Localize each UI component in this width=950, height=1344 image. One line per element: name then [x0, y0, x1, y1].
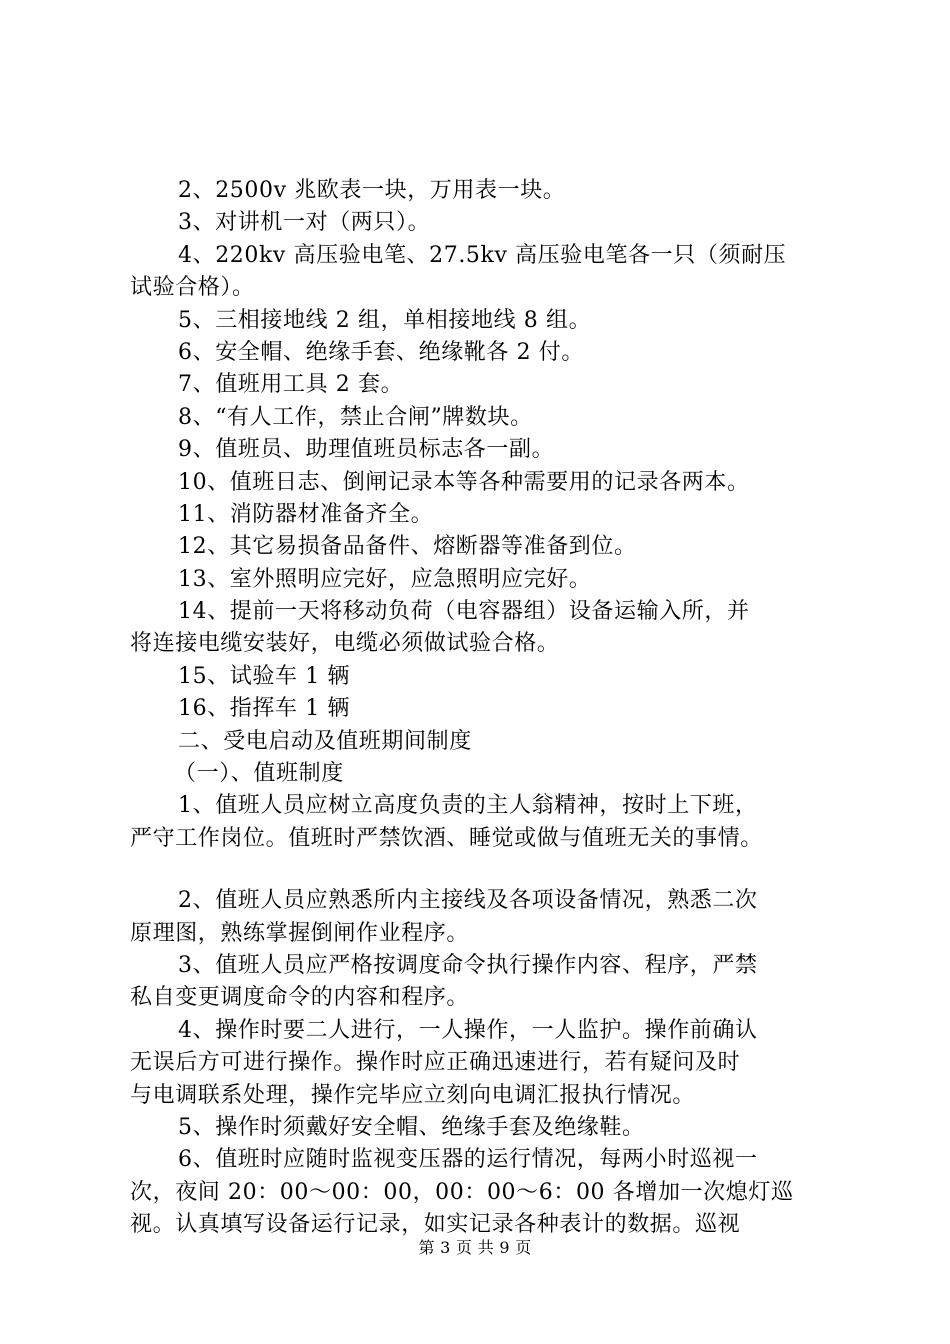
text-line: 视。认真填写设备运行记录，如实记录各种表计的数据。巡视	[130, 1212, 741, 1238]
text-line: 将连接电缆安装好，电缆必须做试验合格。	[130, 631, 560, 657]
text-line: 无误后方可进行操作。操作时应正确迅速进行，若有疑问及时	[130, 1050, 741, 1076]
text-line: 2、2500v 兆欧表一块，万用表一块。	[178, 178, 566, 203]
text-line: 原理图，熟练掌握倒闸作业程序。	[130, 920, 470, 946]
text-line: 8、“有人工作，禁止合闸”牌数块。	[178, 404, 533, 430]
page-number: 第 3 页 共 9 页	[418, 1238, 532, 1257]
text-line: 5、操作时须戴好安全帽、绝缘手套及绝缘鞋。	[178, 1114, 645, 1140]
text-line: 16、指挥车 1 辆	[178, 696, 350, 722]
text-line: 13、室外照明应完好，应急照明应完好。	[178, 566, 592, 592]
text-line: 3、对讲机一对（两只）。	[178, 210, 431, 236]
text-line: 私自变更调度命令的内容和程序。	[130, 985, 470, 1011]
paragraph-gap	[130, 855, 845, 885]
text-line: 12、其它易损备品备件、熔断器等准备到位。	[178, 534, 637, 560]
text-line: 14、提前一天将移动负荷（电容器组）设备运输入所，并	[178, 599, 750, 625]
text-line: 严守工作岗位。值班时严禁饮酒、睡觉或做与值班无关的事情。	[130, 825, 763, 851]
text-line: 7、值班用工具 2 套。	[178, 372, 404, 398]
text-line: 3、值班人员应严格按调度命令执行操作内容、程序，严禁	[178, 952, 758, 978]
text-line: 1、值班人员应树立高度负责的主人翁精神，按时上下班，	[178, 793, 758, 819]
section-heading: 二、受电启动及值班期间制度	[178, 728, 472, 754]
text-line: 9、值班员、助理值班员标志各一副。	[178, 437, 555, 463]
subsection-heading: （一）、值班制度	[174, 761, 344, 787]
text-line: 与电调联系处理，操作完毕应立刻向电调汇报执行情况。	[130, 1082, 696, 1108]
page-footer	[0, 1238, 950, 1258]
text-line: 4、操作时要二人进行，一人操作，一人监护。操作前确认	[178, 1017, 758, 1043]
text-line: 15、试验车 1 辆	[178, 663, 350, 689]
text-line: 5、三相接地线 2 组，单相接地线 8 组。	[178, 307, 592, 333]
text-line: 4、220kv 高压验电笔、27.5kv 高压验电笔各一只（须耐压	[178, 242, 787, 268]
document-body	[130, 175, 845, 1242]
text-line: 6、安全帽、绝缘手套、绝缘靴各 2 付。	[178, 339, 584, 365]
text-line: 试验合格）。	[130, 275, 255, 301]
text-line: 次，夜间 20：00～00：00，00：00～6：00 各增加一次熄灯巡	[130, 1179, 794, 1205]
text-line: 10、值班日志、倒闸记录本等各种需要用的记录各两本。	[178, 469, 750, 495]
text-line: 6、值班时应随时监视变压器的运行情况，每两小时巡视一	[178, 1147, 758, 1173]
text-line: 2、值班人员应熟悉所内主接线及各项设备情况，熟悉二次	[178, 888, 758, 914]
text-line: 11、消防器材准备齐全。	[178, 501, 434, 527]
